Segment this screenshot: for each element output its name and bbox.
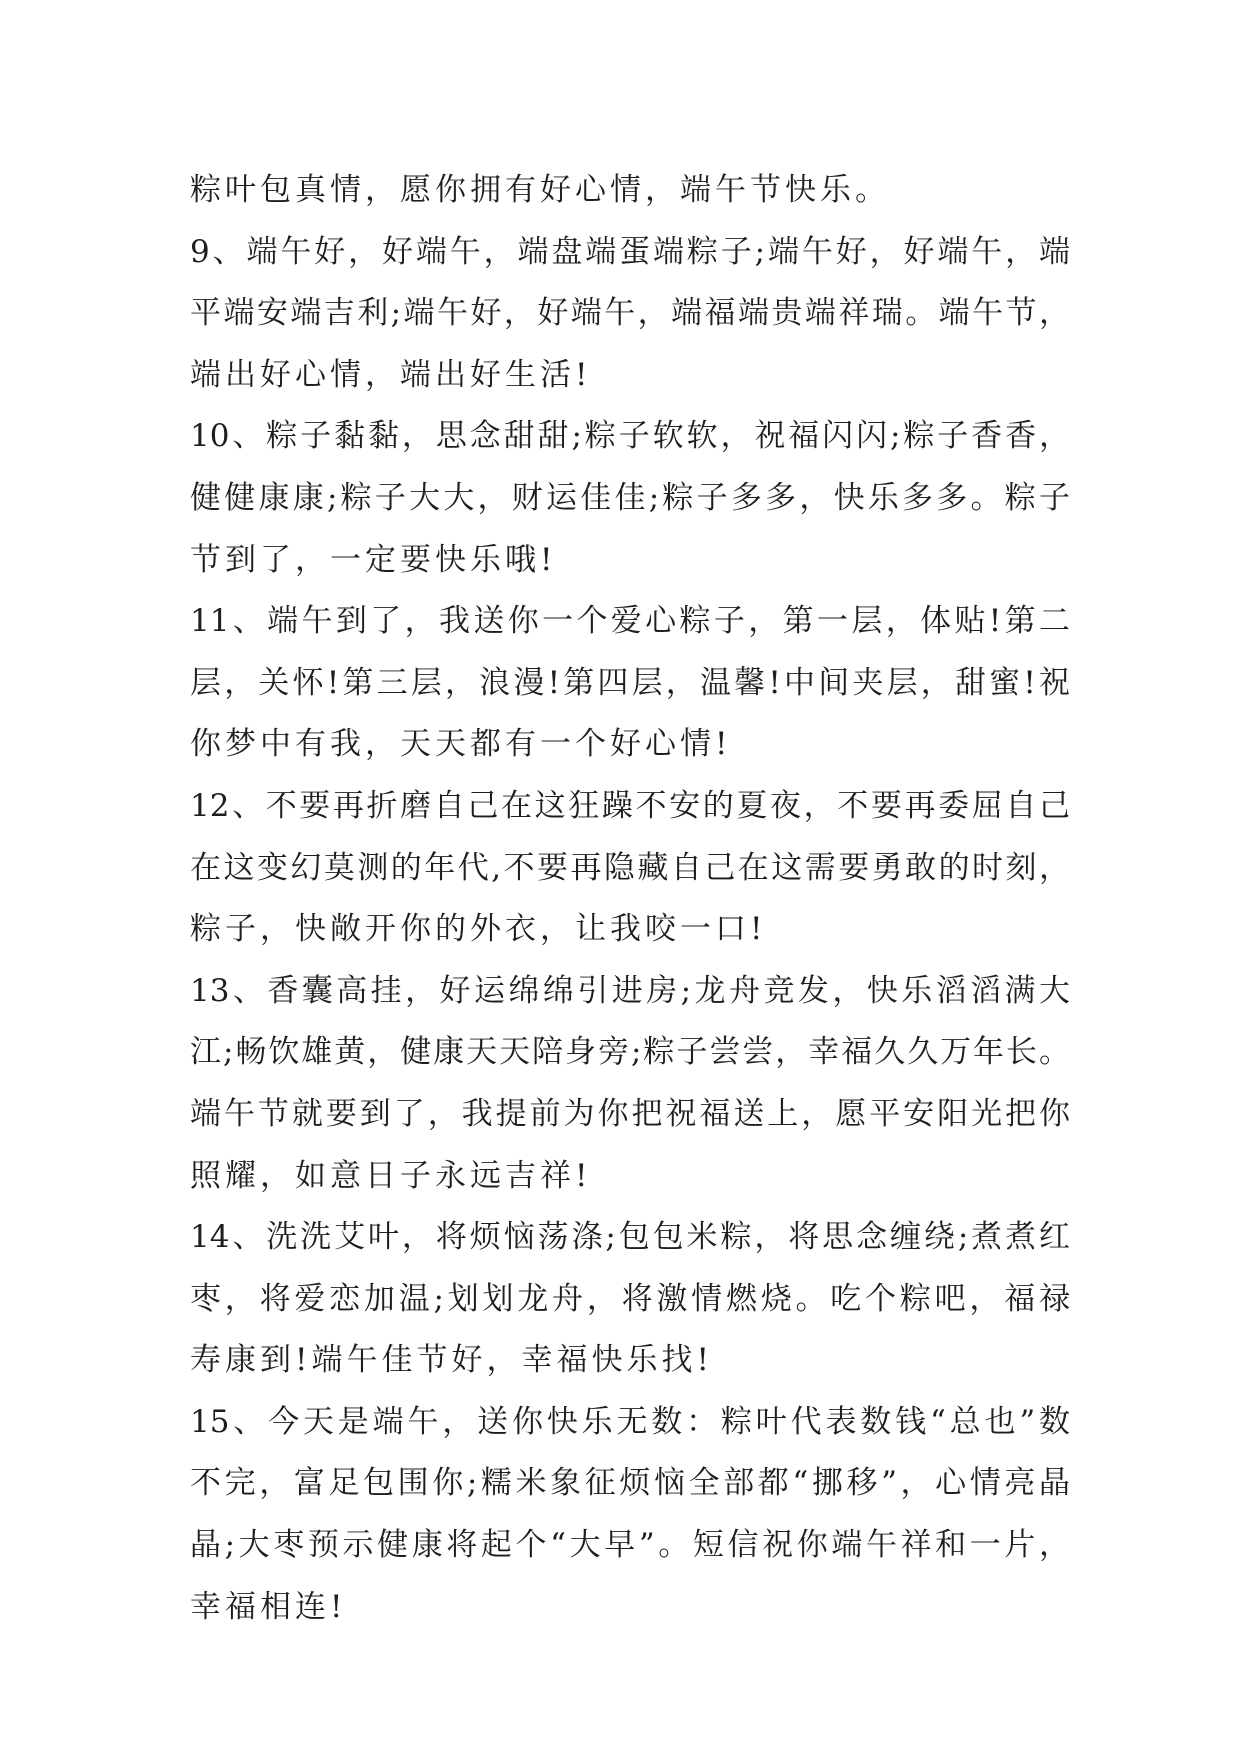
text-line: 在这变幻莫测的年代,不要再隐藏自己在这需要勇敢的时刻， — [190, 849, 1070, 886]
text-line: 健健康康;粽子大大，财运佳佳;粽子多多，快乐多多。粽子 — [190, 479, 1070, 516]
document-body — [190, 160, 1070, 1638]
text-line: 15、今天是端午，送你快乐无数：粽叶代表数钱“总也”数 — [190, 1403, 1070, 1440]
text-line: 幸福相连! — [190, 1588, 347, 1625]
text-line: 端午节就要到了，我提前为你把祝福送上，愿平安阳光把你 — [190, 1095, 1070, 1132]
text-line: 枣，将爱恋加温;划划龙舟，将激情燃烧。吃个粽吧，福禄 — [190, 1280, 1070, 1317]
text-line: 粽子，快敞开你的外衣，让我咬一口! — [190, 911, 767, 948]
text-line: 层，关怀!第三层，浪漫!第四层，温馨!中间夹层，甜蜜!祝 — [190, 664, 1070, 701]
text-line: 9、端午好，好端午，端盘端蛋端粽子;端午好，好端午，端 — [190, 233, 1070, 270]
text-line: 节到了，一定要快乐哦! — [190, 541, 557, 578]
text-line: 不完，富足包围你;糯米象征烦恼全部都“挪移”，心情亮晶 — [190, 1465, 1070, 1502]
text-line: 平端安端吉利;端午好，好端午，端福端贵端祥瑞。端午节， — [190, 295, 1070, 332]
text-line: 10、粽子黏黏，思念甜甜;粽子软软，祝福闪闪;粽子香香， — [190, 418, 1070, 455]
text-line: 11、端午到了，我送你一个爱心粽子，第一层，体贴!第二 — [190, 603, 1070, 640]
text-line: 寿康到!端午佳节好，幸福快乐找! — [190, 1342, 713, 1379]
text-line: 晶;大枣预示健康将起个“大早”。短信祝你端午祥和一片， — [190, 1527, 1070, 1564]
text-line: 12、不要再折磨自己在这狂躁不安的夏夜，不要再委屈自己 — [190, 787, 1070, 824]
text-line: 粽叶包真情，愿你拥有好心情，端午节快乐。 — [190, 172, 890, 208]
text-line: 你梦中有我，天天都有一个好心情! — [190, 726, 732, 763]
text-line: 13、香囊高挂，好运绵绵引进房;龙舟竞发，快乐滔滔满大 — [190, 972, 1070, 1009]
text-line: 照耀，如意日子永远吉祥! — [190, 1157, 592, 1194]
text-line: 端出好心情，端出好生活! — [190, 356, 592, 393]
text-line: 江;畅饮雄黄，健康天天陪身旁;粽子尝尝，幸福久久万年长。 — [190, 1034, 1070, 1071]
text-line: 14、洗洗艾叶，将烦恼荡涤;包包米粽，将思念缠绕;煮煮红 — [190, 1219, 1070, 1256]
